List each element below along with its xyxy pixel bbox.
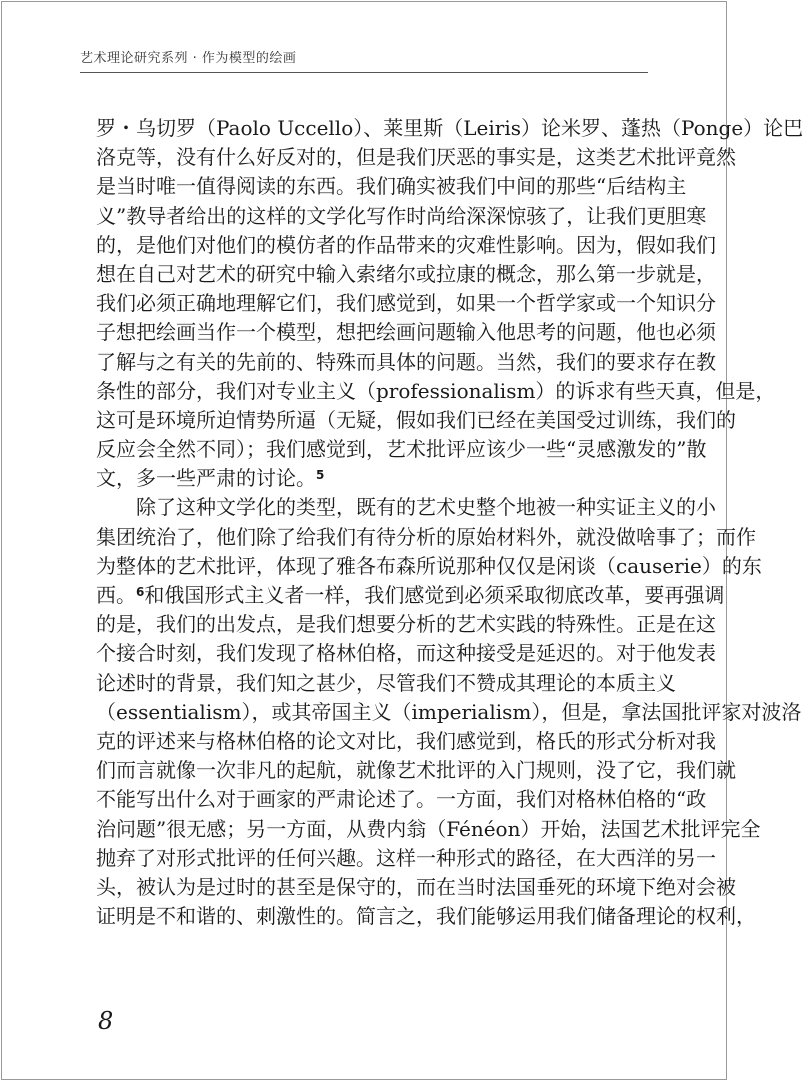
text-line: 想在自己对艺术的研究中输入索绪尔或拉康的概念，那么第一步就是， <box>96 261 716 286</box>
footnote-ref-6[interactable]: 6 <box>136 585 145 599</box>
text-line: 这可是环境所迫情势所逼（无疑，假如我们已经在美国受过训练，我们的 <box>96 407 736 432</box>
text-line <box>96 581 725 610</box>
text-line <box>96 464 634 493</box>
text-line: 子想把绘画当作一个模型，想把绘画问题输入他思考的问题，他也必须 <box>96 320 716 345</box>
text-line: 的，是他们对他们的模仿者的作品带来的灾难性影响。因为，假如我们 <box>96 232 716 257</box>
line-segment: 和俄国形式主义者一样，我们感觉到必须采取彻底改革，要再强调 <box>144 583 725 607</box>
line-segment: 西。 <box>96 583 136 607</box>
text-line: 我们必须正确地理解它们，我们感觉到，如果一个哲学家或一个知识分 <box>96 291 716 316</box>
text-line: 了解与之有关的先前的、特殊而具体的问题。当然，我们的要求存在教 <box>96 349 716 374</box>
text-line: 反应会全然不同）；我们感觉到，艺术批评应该少一些“灵感激发的”散 <box>96 437 707 462</box>
text-line: 头，被认为是过时的甚至是保守的，而在当时法国垂死的环境下绝对会被 <box>96 874 736 899</box>
header-rule <box>80 72 648 73</box>
text-line: 的是，我们的出发点，是我们想要分析的艺术实践的特殊性。正是在这 <box>96 612 716 637</box>
text-line: 抛弃了对形式批评的任何兴趣。这样一种形式的路径，在大西洋的另一 <box>96 845 716 870</box>
text-line: 们而言就像一次非凡的起航，就像艺术批评的入门规则，没了它，我们就 <box>96 758 736 783</box>
text-line: 条性的部分，我们对专业主义（professionalism）的诉求有些天真，但是， <box>96 378 776 403</box>
page-number: 8 <box>98 1007 114 1035</box>
text-line: 是当时唯一值得阅读的东西。我们确实被我们中间的那些“后结构主 <box>96 174 687 199</box>
text-line-indented: 除了这种文学化的类型，既有的艺术史整个地被一种实证主义的小 <box>136 495 716 520</box>
text-line: 治问题”很无感；另一方面，从费内翁（Fénéon）开始，法国艺术批评完全 <box>96 816 761 841</box>
text-line: 克的评述来与格林伯格的论文对比，我们感觉到，格氏的形式分析对我 <box>96 728 716 753</box>
text-line: 证明是不和谐的、刺激性的。简言之，我们能够运用我们储备理论的权利， <box>96 904 756 929</box>
paragraph-end-text: 文，多一些严肃的讨论。 <box>96 466 316 491</box>
text-line: 义”教导者给出的这样的文学化写作时尚给深深惊骇了，让我们更胆寒 <box>96 203 707 228</box>
text-line: 论述时的背景，我们知之甚少，尽管我们不赞成其理论的本质主义 <box>96 670 676 695</box>
text-line: 不能写出什么对于画家的严肃论述了。一方面，我们对格林伯格的“政 <box>96 787 707 812</box>
text-line: 洛克等，没有什么好反对的，但是我们厌恶的事实是，这类艺术批评竟然 <box>96 145 736 170</box>
text-line: 罗・乌切罗（Paolo Uccello）、莱里斯（Leiris）论米罗、蓬热（Ponge）论巴 <box>96 116 803 140</box>
text-line: 个接合时刻，我们发现了格林伯格，而这种接受是延迟的。对于他发表 <box>96 641 716 666</box>
text-line: 集团统治了，他们除了给我们有待分析的原始材料外，就没做啥事了；而作 <box>96 524 756 549</box>
footnote-ref-5[interactable]: 5 <box>316 468 325 483</box>
body-text <box>96 114 803 931</box>
text-line: 为整体的艺术批评，体现了雅各布森所说那种仅仅是闲谈（causerie）的东 <box>96 553 762 578</box>
running-header: 艺术理论研究系列 · 作为模型的绘画 <box>80 51 297 66</box>
text-line: （essentialism），或其帝国主义（imperialism），但是，拿法国批评家对波洛 <box>96 699 802 724</box>
